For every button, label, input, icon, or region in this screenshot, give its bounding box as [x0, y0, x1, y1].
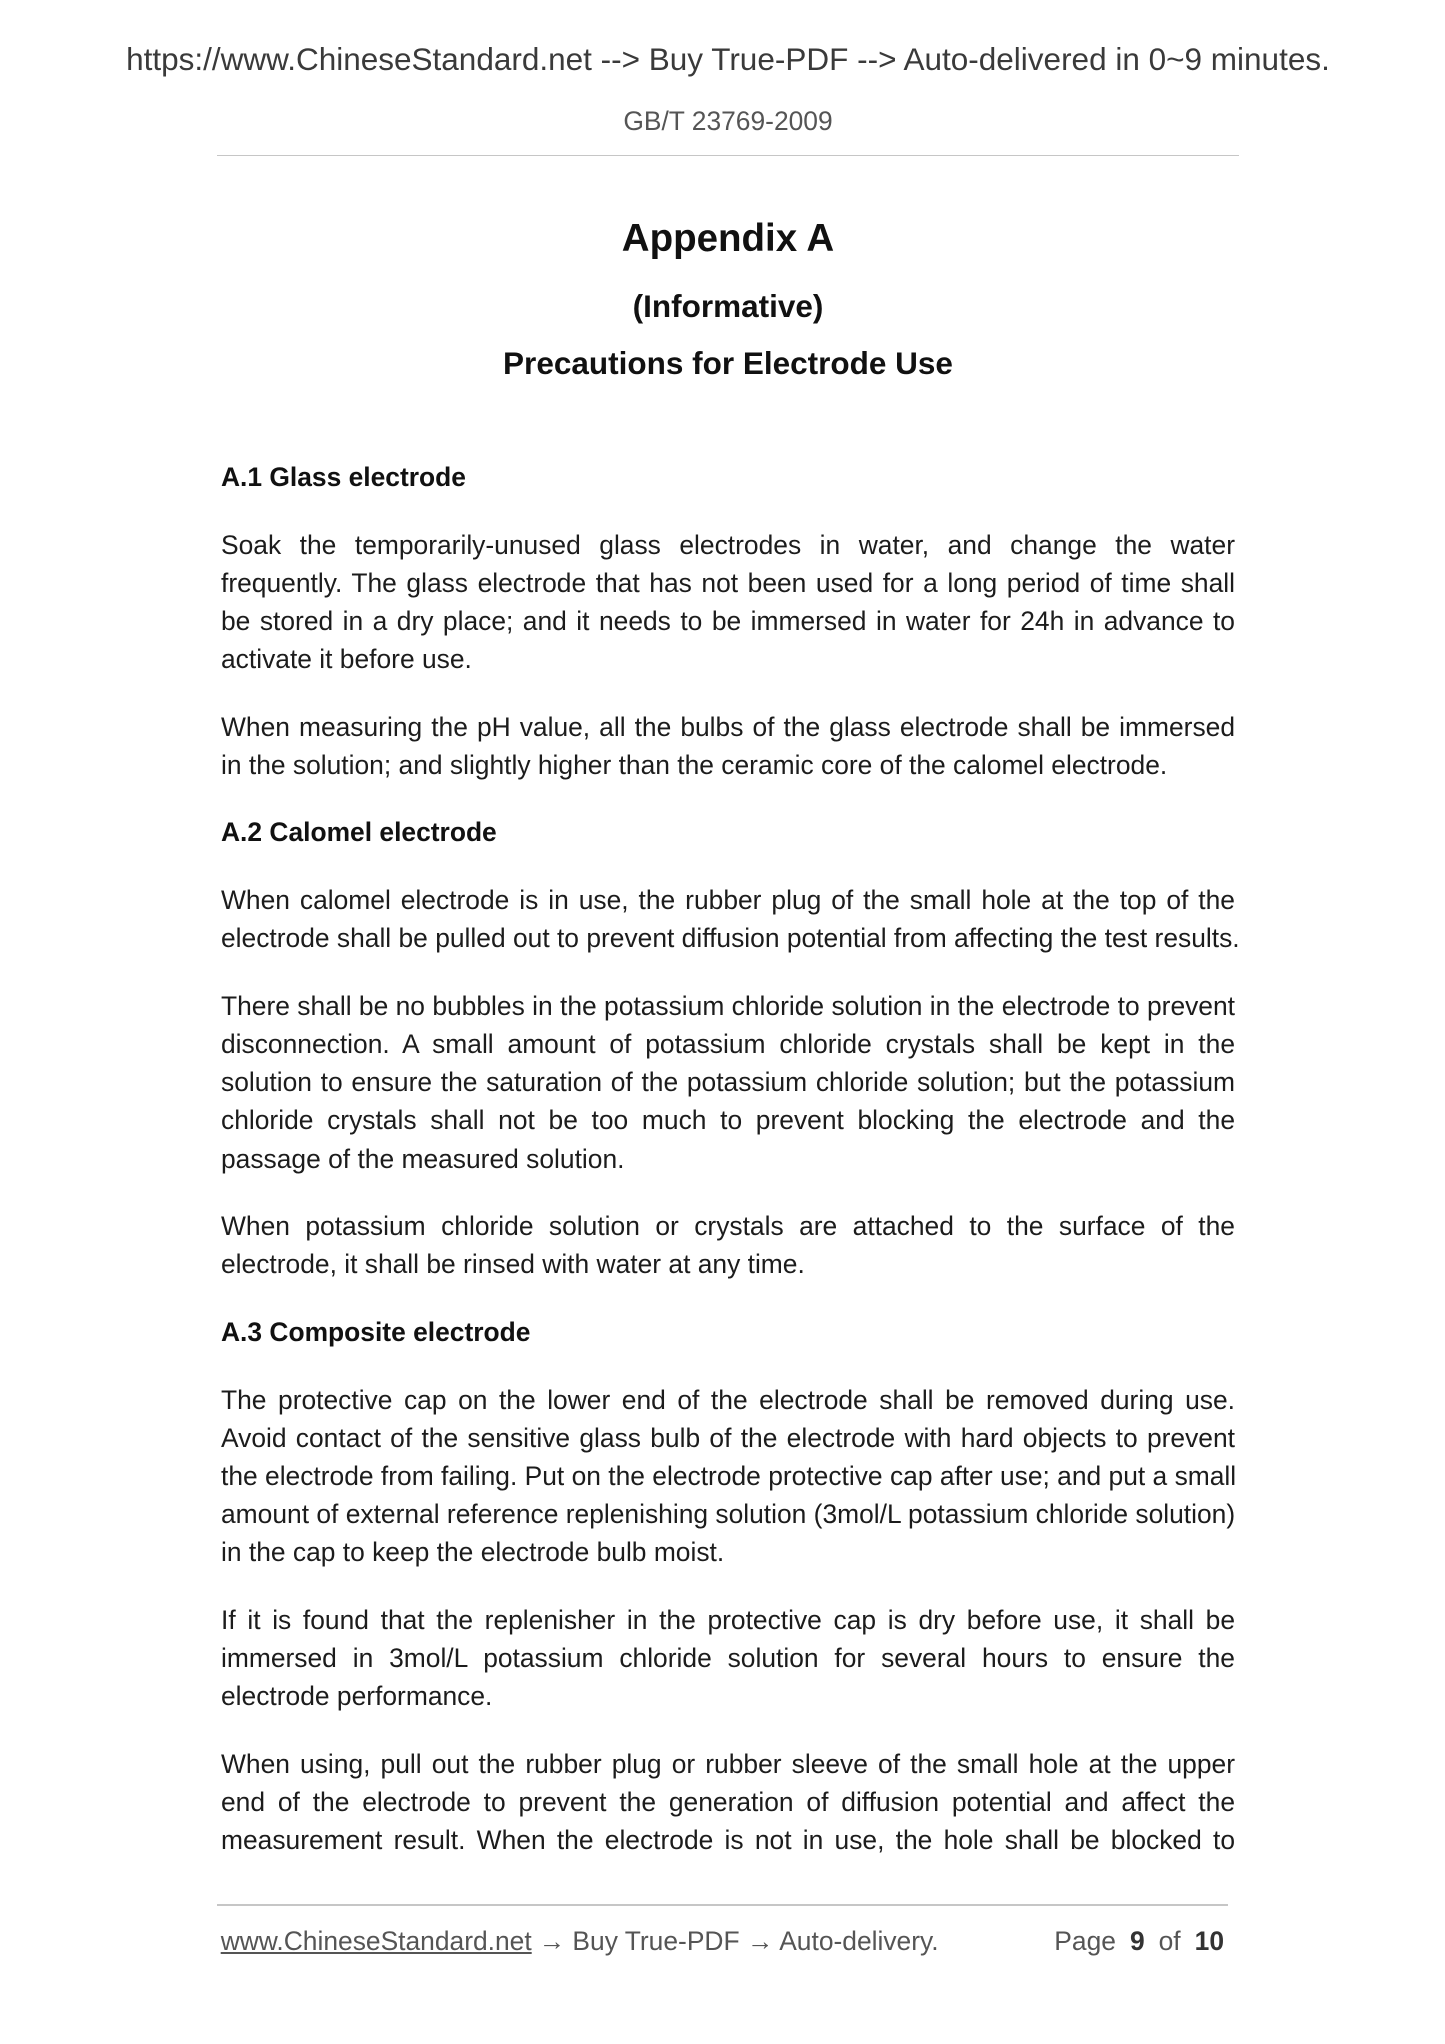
paragraph-line: The protective cap on the lower end of the electrode shall be removed during use.: [221, 1384, 1235, 1415]
paragraph: [221, 987, 1235, 1177]
appendix-title: Appendix A: [621, 217, 835, 260]
paragraph: [221, 708, 1235, 784]
paragraph-line: Soak the temporarily-unused glass electrodes in water, and change the water: [221, 529, 1235, 560]
header-divider: [217, 155, 1239, 157]
header-banner: https://www.ChineseStandard.net --> Buy True-PDF --> Auto-delivered in 0~9 minutes.: [126, 41, 1330, 77]
paragraph-line: There shall be no bubbles in the potassium chloride solution in the electrode to prevent: [221, 991, 1235, 1022]
paragraph-line: If it is found that the replenisher in the protective cap is dry before use, it shall be: [221, 1605, 1235, 1636]
appendix-body: [221, 458, 1240, 1889]
paragraph-line: be stored in a dry place; and it needs to be immersed in water for 24h in advance to: [221, 605, 1235, 636]
paragraph-line: the electrode from failing. Put on the electrode protective cap after use; and put a small: [221, 1461, 1237, 1492]
footer-divider: [217, 1904, 1228, 1906]
of-label: of: [1158, 1926, 1181, 1956]
paragraph-line: passage of the measured solution.: [221, 1143, 625, 1174]
paragraph-line: Avoid contact of the sensitive glass bulb of the electrode with hard objects to prevent: [221, 1423, 1235, 1454]
paragraph: [221, 1601, 1235, 1715]
paragraph-line: frequently. The glass electrode that has not been used for a long period of time shall: [221, 567, 1235, 598]
paragraph: [221, 1207, 1235, 1283]
footer-promo: [221, 1922, 939, 1960]
paragraph-line: measurement result. When the electrode is not in use, the hole shall be blocked to: [221, 1825, 1235, 1856]
paragraph-line: activate it before use.: [221, 643, 472, 674]
paragraph: [221, 881, 1240, 957]
paragraph-line: end of the electrode to prevent the generation of diffusion potential and affect the: [221, 1787, 1235, 1818]
page-label: Page: [1054, 1926, 1116, 1956]
paragraph-line: amount of external reference replenishing solution (3mol/L potassium chloride solution): [221, 1499, 1236, 1530]
footer-tagline: → Buy True-PDF → Auto-delivery.: [538, 1926, 939, 1956]
paragraph-line: solution to ensure the saturation of the potassium chloride solution; but the potassium: [221, 1067, 1235, 1098]
paragraph: [221, 526, 1235, 678]
paragraph-line: chloride crystals shall not be too much to prevent blocking the electrode and the: [221, 1105, 1235, 1136]
appendix-nature: (Informative): [632, 288, 824, 324]
section-1: [221, 458, 1235, 784]
paragraph-line: disconnection. A small amount of potassium chloride crystals shall be kept in the: [221, 1029, 1235, 1060]
page-number: 9: [1129, 1926, 1145, 1956]
paragraph-line: electrode performance.: [221, 1681, 493, 1712]
paragraph-line: When using, pull out the rubber plug or rubber sleeve of the small hole at the upper: [221, 1749, 1235, 1780]
total-pages: 10: [1194, 1926, 1224, 1956]
paragraph-line: electrode shall be pulled out to prevent diffusion potential from affecting the test results.: [221, 923, 1240, 954]
appendix-subtitle: Precautions for Electrode Use: [503, 345, 953, 381]
paragraph-line: immersed in 3mol/L potassium chloride solution for several hours to ensure the: [221, 1643, 1235, 1674]
paragraph-line: When potassium chloride solution or crystals are attached to the surface of the: [221, 1211, 1235, 1242]
paragraph-line: When calomel electrode is in use, the rubber plug of the small hole at the top of the: [221, 885, 1235, 916]
paragraph: [221, 1745, 1235, 1859]
paragraph-line: in the cap to keep the electrode bulb moist.: [221, 1537, 725, 1568]
standard-code: GB/T 23769-2009: [623, 106, 833, 136]
section-heading: A.2 Calomel electrode: [221, 817, 497, 848]
section-2: [221, 813, 1240, 1283]
paragraph-line: in the solution; and slightly higher than the ceramic core of the calomel electrode.: [221, 749, 1168, 780]
paragraph-line: When measuring the pH value, all the bulbs of the glass electrode shall be immersed: [221, 711, 1235, 742]
page-indicator: [1054, 1922, 1224, 1960]
section-3: [221, 1313, 1235, 1859]
footer-site-link[interactable]: www.ChineseStandard.net: [220, 1926, 532, 1956]
paragraph: [221, 1381, 1235, 1571]
section-heading: A.1 Glass electrode: [221, 461, 466, 492]
paragraph-line: electrode, it shall be rinsed with water at any time.: [221, 1249, 805, 1280]
section-heading: A.3 Composite electrode: [221, 1317, 531, 1348]
